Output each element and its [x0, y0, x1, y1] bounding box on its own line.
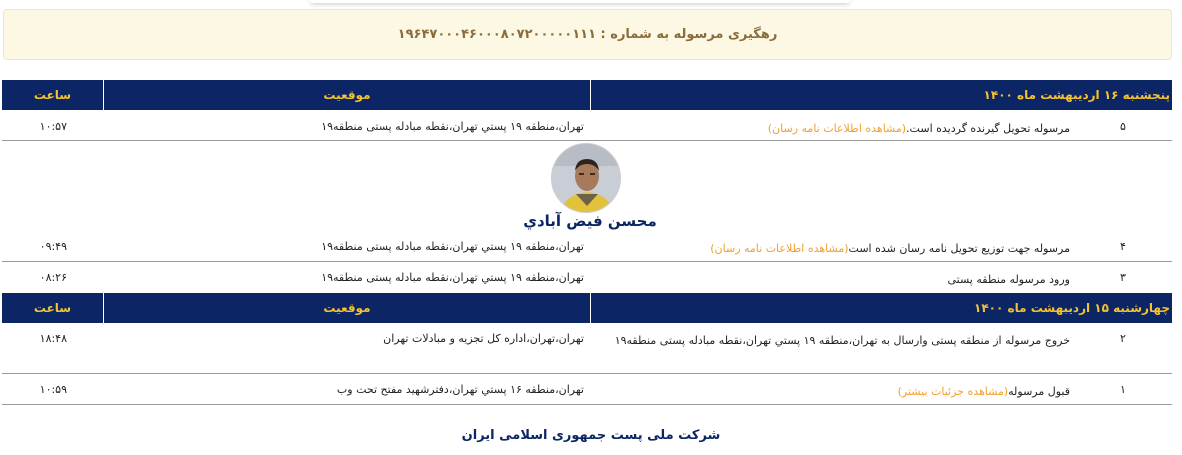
tracking-banner [3, 9, 1172, 60]
event-description-text: قبول مرسوله [1008, 385, 1070, 398]
row-divider [2, 140, 1172, 141]
event-description [600, 383, 1070, 400]
postman-avatar [551, 143, 621, 213]
event-time: ۱۸:۴۸ [39, 332, 67, 345]
event-location: تهران،تهران،اداره کل تجزیه و مبادلات تهران [383, 332, 584, 345]
time-column-header: ساعت [33, 301, 72, 315]
event-number: ۵ [1120, 120, 1126, 133]
event-location: تهران،منطقه ۱۹ پستي تهران،نقطه مبادله پستی منطقه۱۹ [321, 240, 584, 253]
event-number: ۲ [1120, 332, 1126, 345]
row-divider [2, 261, 1172, 262]
tracking-title: رهگیری مرسوله به شماره : ۱۹۶۴۷۰۰۰۴۶۰۰۰۸۰۷۲۰۰۰۰۰۱۱۱ [397, 27, 778, 42]
event-location: تهران،منطقه ۱۹ پستي تهران،نقطه مبادله پستی منطقه۱۹ [321, 120, 584, 133]
location-column-header: موقعیت [103, 293, 590, 323]
event-location: تهران،منطقه ۱۹ پستي تهران،نقطه مبادله پستی منطقه۱۹ [321, 271, 584, 284]
date-header-2 [2, 293, 1172, 323]
event-description [600, 120, 1070, 137]
event-number: ۳ [1120, 271, 1126, 284]
top-panel-edge [310, 0, 850, 3]
row-divider [2, 373, 1172, 374]
date-header-label: پنجشنبه ۱۶ اردیبهشت ماه ۱۴۰۰ [590, 80, 1172, 110]
event-description-text: مرسوله جهت توزیع تحویل نامه رسان شده است [848, 242, 1070, 255]
row-divider [2, 404, 1172, 405]
person-photo-icon [552, 144, 621, 213]
company-footer: شرکت ملی پست جمهوری اسلامی ایران [461, 428, 721, 443]
time-column-header: ساعت [33, 88, 72, 102]
event-number: ۱ [1120, 383, 1126, 396]
event-description: خروج مرسوله از منطقه پستی وارسال به تهران،منطقه ۱۹ پستي تهران،نقطه مبادله پستی منطقه۱۹ [614, 334, 1070, 347]
event-time: ۰۹:۴۹ [39, 240, 67, 253]
event-location: تهران،منطقه ۱۶ پستي تهران،دفترشهید مفتح تحت وب [336, 383, 584, 396]
event-number: ۴ [1120, 240, 1126, 253]
view-postman-info-link[interactable]: (مشاهده اطلاعات نامه رسان) [710, 242, 849, 255]
date-header-1 [2, 80, 1172, 110]
event-time: ۱۰:۵۹ [39, 383, 67, 396]
view-postman-info-link[interactable]: (مشاهده اطلاعات نامه رسان) [767, 122, 907, 135]
event-time: ۱۰:۵۷ [39, 120, 67, 133]
event-description-text: مرسوله تحویل گیرنده گردیده است. [906, 122, 1070, 135]
postman-name: محسن فیض آبادي [523, 212, 657, 230]
view-details-link[interactable]: (مشاهده جزئیات بیشتر) [897, 385, 1009, 398]
event-description: ورود مرسوله منطقه پستی [947, 273, 1070, 286]
location-column-header: موقعیت [103, 80, 590, 110]
event-time: ۰۸:۲۶ [39, 271, 67, 284]
date-header-label: چهارشنبه ۱۵ اردیبهشت ماه ۱۴۰۰ [590, 293, 1172, 323]
event-description [600, 240, 1070, 257]
